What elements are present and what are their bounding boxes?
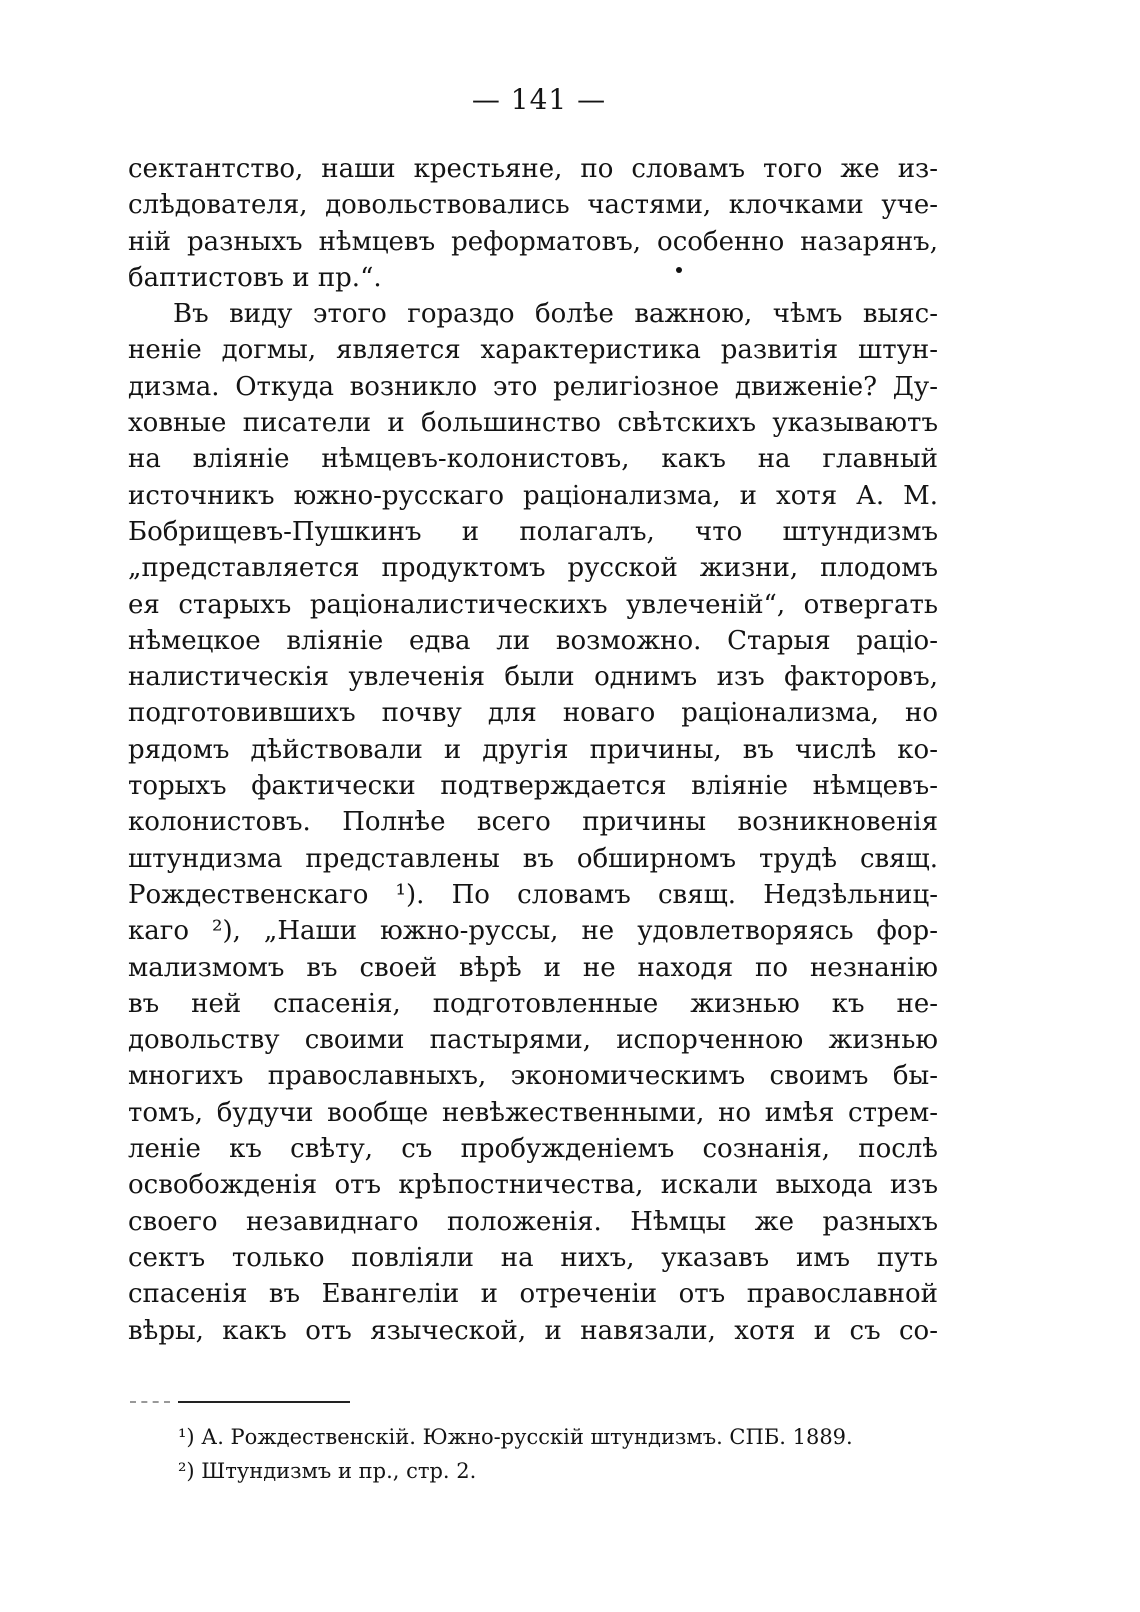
body-text <box>128 151 938 1349</box>
text-line: рядомъ дѣйствовали и другія причины, въ числѣ ко- <box>128 734 938 765</box>
page-number: — 141 — <box>471 83 607 116</box>
text-line: сектантство, наши крестьяне, по словамъ того же из- <box>128 154 938 184</box>
text-line: спасенія въ Евангеліи и отреченіи отъ православной <box>128 1279 938 1310</box>
text-line: штундизма представлены въ обширномъ трудѣ свящ. <box>128 843 938 874</box>
text-line: налистическія увлеченія были однимъ изъ факторовъ, <box>128 662 938 693</box>
text-line: торыхъ фактически подтверждается вліяніе нѣмцевъ- <box>128 771 938 802</box>
text-line: въ ней спасенія, подготовленные жизнью къ не- <box>128 988 938 1019</box>
text-line: неніе догмы, является характеристика развитія штун- <box>128 335 938 366</box>
text-line: нѣмецкое вліяніе едва ли возможно. Старыя раціо- <box>128 625 938 656</box>
text-line: на вліяніе нѣмцевъ-колонистовъ, какъ на главный <box>128 444 938 475</box>
text-line: леніе къ свѣту, съ пробужденіемъ сознанія, послѣ <box>128 1134 938 1165</box>
text-line: дизма. Откуда возникло это религіозное движеніе? Ду- <box>128 371 938 402</box>
text-line: довольству своими пастырями, испорченною жизнью <box>128 1025 938 1056</box>
text-line: источникъ южно-русскаго раціонализма, и хотя А. М. <box>128 480 938 511</box>
text-line: вѣры, какъ отъ языческой, и навязали, хотя и съ со- <box>128 1315 938 1346</box>
footnote-separator-dash <box>130 1401 170 1403</box>
text-line: мализмомъ въ своей вѣрѣ и не находя по незнанію <box>128 952 938 983</box>
text-line: каго ²), „Наши южно-руссы, не удовлетворяясь фор- <box>128 916 938 947</box>
text-line: своего незавиднаго положенія. Нѣмцы же разныхъ <box>128 1206 938 1237</box>
text-line: подготовившихъ почву для новаго раціонализма, но <box>128 698 938 729</box>
footnote-1: ¹) А. Рождественскій. Южно-русскій штундизмъ. СПБ. 1889. <box>178 1425 853 1449</box>
text-line: освобожденія отъ крѣпостничества, искали выхода изъ <box>128 1170 938 1201</box>
text-line: баптистовъ и пр.“. <box>128 262 382 293</box>
paragraph-start-line: Въ виду этого гораздо болѣе важною, чѣмъ выяс- <box>173 299 938 330</box>
text-line: многихъ православныхъ, экономическимъ своимъ бы- <box>128 1061 938 1092</box>
text-line: томъ, будучи вообще невѣжественными, но имѣя стрем- <box>128 1097 938 1128</box>
text-line: Бобрищевъ-Пушкинъ и полагалъ, что штундизмъ <box>128 516 938 547</box>
text-line: „представляется продуктомъ русской жизни, плодомъ <box>128 553 938 584</box>
text-line: ній разныхъ нѣмцевъ реформатовъ, особенно назарянъ, <box>128 226 938 257</box>
footnote-2: ²) Штундизмъ и пр., стр. 2. <box>178 1459 477 1483</box>
text-line: ея старыхъ раціоналистическихъ увлеченій“, отвергать <box>128 589 938 620</box>
text-line: ховные писатели и большинство свѣтскихъ указываютъ <box>128 408 938 439</box>
text-line: сектъ только повліяли на нихъ, указавъ имъ путь <box>128 1242 938 1273</box>
ink-speck <box>676 267 682 273</box>
text-line: колонистовъ. Полнѣе всего причины возникновенія <box>128 807 938 838</box>
text-line: слѣдователя, довольствовались частями, клочками уче- <box>128 190 938 221</box>
footnote-separator-rule <box>178 1401 350 1403</box>
text-line: Рождественскаго ¹). По словамъ свящ. Недзѣльниц- <box>128 879 938 910</box>
footnotes <box>178 1420 938 1488</box>
